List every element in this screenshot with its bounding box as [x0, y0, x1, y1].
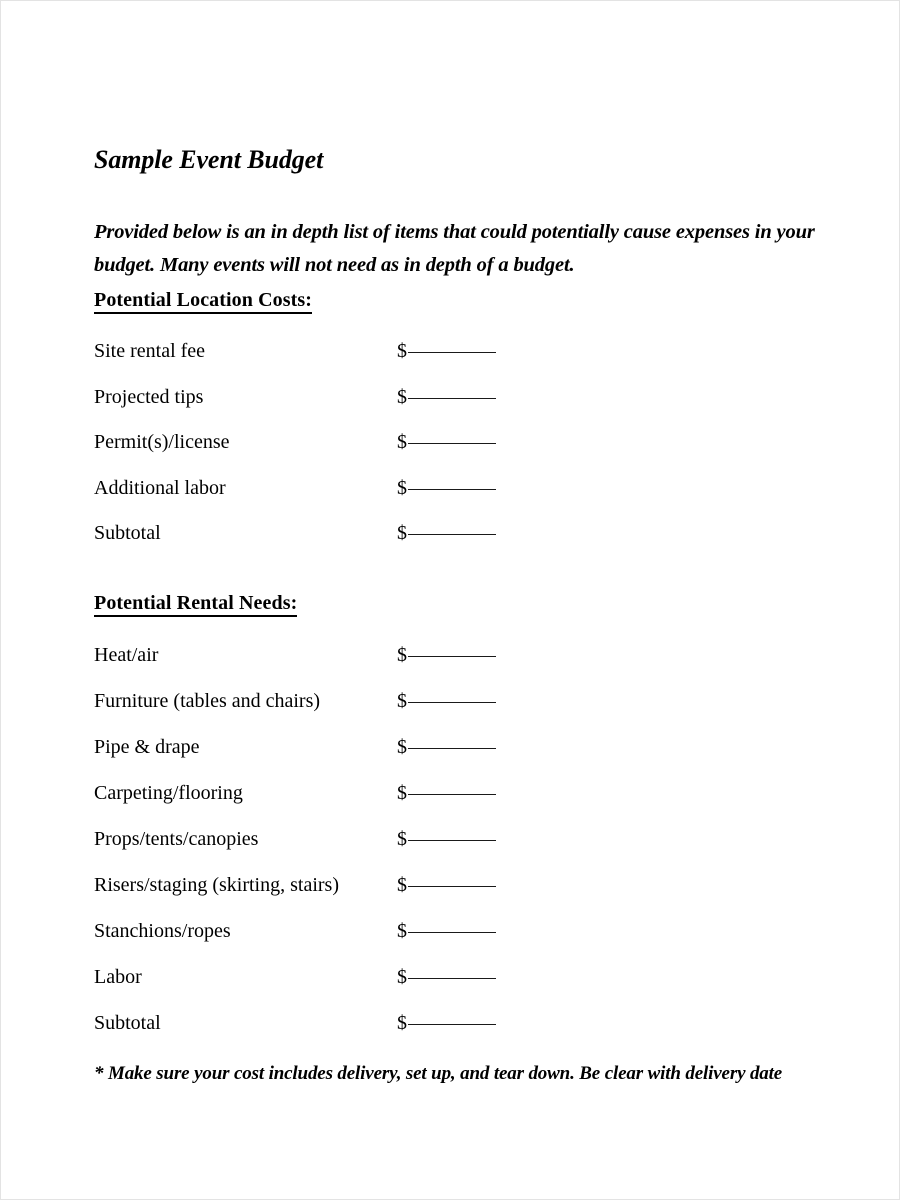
- list-item: [94, 816, 514, 862]
- amount-blank-line[interactable]: [408, 748, 496, 749]
- amount-blank-line[interactable]: [408, 352, 496, 353]
- section-potential-rental-needs: [94, 592, 514, 1046]
- cost-item-label: Site rental fee: [94, 340, 206, 363]
- section-potential-location-costs: [94, 289, 514, 557]
- list-item: [94, 329, 514, 375]
- rental-item-label: Labor: [94, 966, 142, 989]
- amount-blank-line[interactable]: [408, 978, 496, 979]
- cost-item-amount-field[interactable]: [397, 329, 496, 375]
- dollar-sign: $: [397, 431, 407, 454]
- cost-item-label: Permit(s)/license: [94, 431, 230, 454]
- amount-blank-line[interactable]: [408, 656, 496, 657]
- rental-item-amount-field[interactable]: [397, 954, 496, 1000]
- list-item: [94, 375, 514, 421]
- amount-blank-line[interactable]: [408, 443, 496, 444]
- list-item: [94, 1000, 514, 1046]
- list-item: [94, 632, 514, 678]
- list-item: [94, 466, 514, 512]
- dollar-sign: $: [397, 920, 407, 943]
- dollar-sign: $: [397, 690, 407, 713]
- amount-blank-line[interactable]: [408, 489, 496, 490]
- rental-item-label: Furniture (tables and chairs): [94, 690, 321, 713]
- amount-blank-line[interactable]: [408, 932, 496, 933]
- footnote-text: * Make sure your cost includes delivery, set up, and tear down. Be clear with delivery date: [94, 1063, 783, 1084]
- dollar-sign: $: [397, 644, 407, 667]
- rental-item-label: Heat/air: [94, 644, 159, 667]
- amount-blank-line[interactable]: [408, 1024, 496, 1025]
- dollar-sign: $: [397, 1012, 407, 1035]
- rental-item-amount-field[interactable]: [397, 908, 496, 954]
- dollar-sign: $: [397, 522, 407, 545]
- rental-item-amount-field[interactable]: [397, 862, 496, 908]
- list-item: [94, 511, 514, 557]
- dollar-sign: $: [397, 736, 407, 759]
- rental-item-amount-field[interactable]: [397, 632, 496, 678]
- rental-item-amount-field[interactable]: [397, 770, 496, 816]
- section-heading-location-costs: Potential Location Costs:: [94, 289, 312, 314]
- rental-item-amount-field[interactable]: [397, 678, 496, 724]
- amount-blank-line[interactable]: [408, 886, 496, 887]
- list-item: [94, 770, 514, 816]
- amount-blank-line[interactable]: [408, 398, 496, 399]
- intro-paragraph: Provided below is an in depth list of items that could potentially cause expenses in your budget. Many events will not need as in depth of a budget.: [94, 220, 815, 276]
- list-item: [94, 908, 514, 954]
- cost-item-amount-field[interactable]: [397, 466, 496, 512]
- dollar-sign: $: [397, 340, 407, 363]
- cost-item-label: Subtotal: [94, 522, 161, 545]
- cost-item-label: Projected tips: [94, 385, 204, 408]
- amount-blank-line[interactable]: [408, 840, 496, 841]
- list-item: [94, 862, 514, 908]
- rental-item-amount-field[interactable]: [397, 724, 496, 770]
- rental-item-amount-field[interactable]: [397, 1000, 496, 1046]
- section-heading-rental-needs: Potential Rental Needs:: [94, 592, 297, 617]
- dollar-sign: $: [397, 385, 407, 408]
- rental-item-label: Props/tents/canopies: [94, 828, 259, 851]
- list-item: [94, 420, 514, 466]
- cost-item-amount-field[interactable]: [397, 375, 496, 421]
- rental-item-label: Risers/staging (skirting, stairs): [94, 874, 339, 897]
- page-title: Sample Event Budget: [94, 145, 324, 175]
- rental-item-label: Carpeting/flooring: [94, 782, 243, 805]
- dollar-sign: $: [397, 828, 407, 851]
- list-item: [94, 678, 514, 724]
- rental-item-label: Subtotal: [94, 1012, 161, 1035]
- cost-item-label: Additional labor: [94, 476, 226, 499]
- dollar-sign: $: [397, 966, 407, 989]
- list-item: [94, 954, 514, 1000]
- rental-item-label: Stanchions/ropes: [94, 920, 231, 943]
- rental-item-label: Pipe & drape: [94, 736, 200, 759]
- amount-blank-line[interactable]: [408, 702, 496, 703]
- rental-needs-rows: [94, 632, 514, 1046]
- amount-blank-line[interactable]: [408, 534, 496, 535]
- location-costs-rows: [94, 329, 514, 557]
- rental-item-amount-field[interactable]: [397, 816, 496, 862]
- dollar-sign: $: [397, 874, 407, 897]
- list-item: [94, 724, 514, 770]
- amount-blank-line[interactable]: [408, 794, 496, 795]
- cost-item-amount-field[interactable]: [397, 420, 496, 466]
- dollar-sign: $: [397, 476, 407, 499]
- dollar-sign: $: [397, 782, 407, 805]
- cost-item-amount-field[interactable]: [397, 511, 496, 557]
